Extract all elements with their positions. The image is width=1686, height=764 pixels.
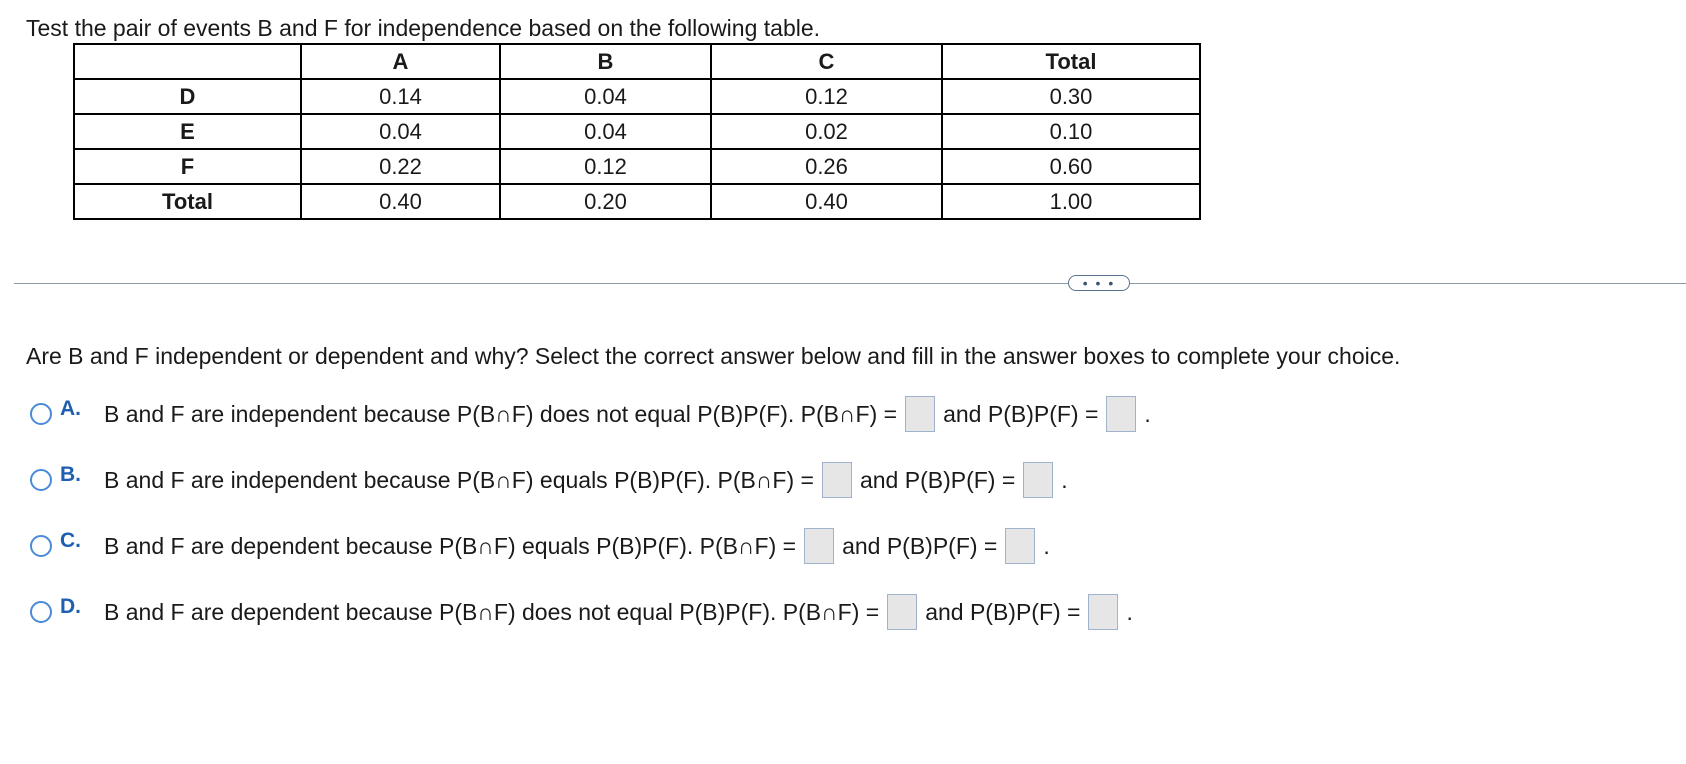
choice-b[interactable] — [30, 460, 1068, 500]
table-cell: 0.40 — [301, 184, 500, 219]
radio-button[interactable] — [30, 469, 52, 491]
table-cell: 0.04 — [500, 79, 711, 114]
table-cell: 0.04 — [301, 114, 500, 149]
table-cell: 0.40 — [711, 184, 942, 219]
table-cell: 0.30 — [942, 79, 1200, 114]
answer-input-box[interactable] — [1106, 396, 1136, 432]
answer-input-box[interactable] — [804, 528, 834, 564]
choice-text: B and F are independent because P(B∩F) does not equal P(B)P(F). P(B∩F) = — [104, 400, 898, 427]
row-label: Total — [74, 184, 301, 219]
table-row — [74, 79, 1200, 114]
choice-letter: D. — [60, 595, 81, 618]
table-cell: 0.02 — [711, 114, 942, 149]
answer-input-box[interactable] — [1023, 462, 1053, 498]
choice-c[interactable] — [30, 526, 1050, 566]
answer-input-box[interactable] — [822, 462, 852, 498]
table-cell: 0.14 — [301, 79, 500, 114]
choice-text-mid: and P(B)P(F) = — [943, 400, 1099, 427]
choice-period: . — [1043, 532, 1050, 559]
table-cell: 0.26 — [711, 149, 942, 184]
row-label: F — [74, 149, 301, 184]
choice-text-mid: and P(B)P(F) = — [859, 466, 1016, 493]
expand-more-button[interactable]: • • • — [1068, 275, 1130, 291]
choice-period: . — [1061, 466, 1068, 493]
table-cell: 0.10 — [942, 114, 1200, 149]
choice-period: . — [1126, 598, 1133, 625]
choice-text: B and F are independent because P(B∩F) equals P(B)P(F). P(B∩F) = — [104, 466, 814, 493]
table-header-cell: Total — [942, 44, 1200, 79]
choice-text-mid: and P(B)P(F) = — [842, 532, 998, 559]
choice-letter: A. — [60, 397, 81, 420]
table-header-cell: B — [500, 44, 711, 79]
table-header-cell: A — [301, 44, 500, 79]
answer-input-box[interactable] — [905, 396, 935, 432]
table-cell: 0.12 — [500, 149, 711, 184]
section-divider — [14, 283, 1686, 284]
table-row — [74, 149, 1200, 184]
question-prompt: Test the pair of events B and F for independence based on the following table. — [26, 15, 821, 41]
row-label: E — [74, 114, 301, 149]
table-cell: 1.00 — [942, 184, 1200, 219]
table-cell: 0.12 — [711, 79, 942, 114]
answer-input-box[interactable] — [887, 594, 917, 630]
question-text: Are B and F independent or dependent and why? Select the correct answer below and fill in the answer boxes to complete your choice. — [26, 343, 1401, 369]
table-header-cell: C — [711, 44, 942, 79]
row-label: D — [74, 79, 301, 114]
table-cell: 0.04 — [500, 114, 711, 149]
table-header-row — [74, 44, 1200, 79]
table-cell: 0.20 — [500, 184, 711, 219]
choice-text-mid: and P(B)P(F) = — [925, 598, 1081, 625]
choice-a[interactable] — [30, 394, 1151, 434]
choice-period: . — [1144, 400, 1151, 427]
radio-button[interactable] — [30, 403, 52, 425]
answer-input-box[interactable] — [1005, 528, 1035, 564]
table-header-cell — [74, 44, 301, 79]
radio-button[interactable] — [30, 601, 52, 623]
probability-table — [73, 43, 1201, 220]
table-row — [74, 184, 1200, 219]
choice-text: B and F are dependent because P(B∩F) does not equal P(B)P(F). P(B∩F) = — [104, 598, 880, 625]
choice-d[interactable] — [30, 592, 1133, 632]
table-row — [74, 114, 1200, 149]
table-cell: 0.60 — [942, 149, 1200, 184]
choice-letter: B. — [60, 463, 81, 486]
table-cell: 0.22 — [301, 149, 500, 184]
radio-button[interactable] — [30, 535, 52, 557]
choice-text: B and F are dependent because P(B∩F) equals P(B)P(F). P(B∩F) = — [104, 532, 797, 559]
choice-letter: C. — [60, 529, 81, 552]
answer-input-box[interactable] — [1088, 594, 1118, 630]
